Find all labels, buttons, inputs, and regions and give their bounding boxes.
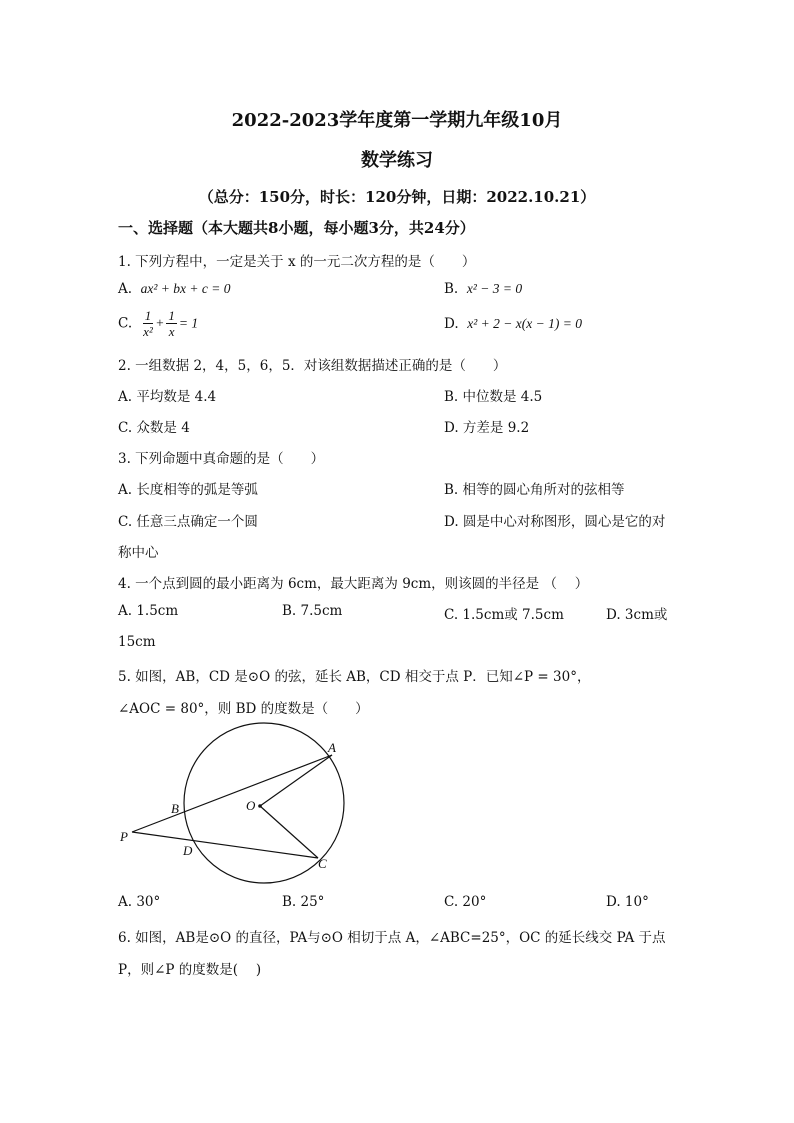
circle-figure xyxy=(110,722,360,892)
radius-oc xyxy=(260,806,318,858)
label-c: C xyxy=(318,856,327,871)
question-5-stem-line2: ∠AOC = 80°，则 BD 的度数是（ ） xyxy=(118,701,369,717)
q5-option-c: C. 20° xyxy=(444,894,487,910)
label-a: A xyxy=(328,740,336,755)
q2-option-a: A. 平均数是 4.4 xyxy=(118,389,217,405)
label-o: O xyxy=(246,798,256,813)
question-6-stem-line2: P，则∠P 的度数是( ) xyxy=(118,962,262,978)
q1-option-a: A. ax² + bx + c = 0 xyxy=(118,281,231,297)
q4-option-d-continued: 15cm xyxy=(118,634,156,650)
q3-option-d: D. 圆是中心对称图形，圆心是它的对 xyxy=(444,514,666,530)
question-5-stem-line1: 5. 如图，AB，CD 是⊙O 的弦，延长 AB，CD 相交于点 P．已知∠P = 30°， xyxy=(118,669,591,685)
question-3-stem: 3. 下列命题中真命题的是（ ） xyxy=(118,451,325,467)
page-subtitle: 数学练习 xyxy=(361,150,433,171)
q3-option-d-continued: 称中心 xyxy=(118,545,159,561)
q5-option-d: D. 10° xyxy=(606,894,649,910)
exam-info: （总分：150分，时长：120分钟，日期：2022.10.21） xyxy=(198,188,596,206)
q1-option-d: D. x² + 2 − x(x − 1) = 0 xyxy=(444,316,582,332)
q3-option-c: C. 任意三点确定一个圆 xyxy=(118,514,258,530)
label-b: B xyxy=(171,801,179,816)
question-6-stem-line1: 6. 如图，AB是⊙O 的直径，PA与⊙O 相切于点 A，∠ABC=25°，OC 的延长线交 PA 于点 xyxy=(118,930,666,946)
q5-option-b: B. 25° xyxy=(282,894,325,910)
section-heading: 一、选择题（本大题共8小题，每小题3分，共24分） xyxy=(118,219,475,237)
q2-option-b: B. 中位数是 4.5 xyxy=(444,389,543,405)
question-2-stem: 2. 一组数据 2，4，5，6，5．对该组数据描述正确的是（ ） xyxy=(118,358,507,374)
center-point xyxy=(258,804,262,808)
q4-option-d: D. 3cm或 xyxy=(606,607,668,623)
q4-option-a: A. 1.5cm xyxy=(118,603,179,619)
line-pc xyxy=(132,832,318,858)
q5-option-a: A. 30° xyxy=(118,894,161,910)
q3-option-b: B. 相等的圆心角所对的弦相等 xyxy=(444,482,625,498)
label-p: P xyxy=(120,829,128,844)
q2-option-d: D. 方差是 9.2 xyxy=(444,420,530,436)
radius-oa xyxy=(260,755,332,806)
line-pa xyxy=(132,755,332,832)
label-d: D xyxy=(183,843,193,858)
question-1-stem: 1. 下列方程中，一定是关于 x 的一元二次方程的是（ ） xyxy=(118,254,476,270)
q3-option-a: A. 长度相等的弧是等弧 xyxy=(118,482,258,498)
q1-option-c: C. $\frac{1}{\text{x²}}$ + $\frac{1}{x}$ = 1 xyxy=(118,308,199,339)
q1-option-b: B. x² − 3 = 0 xyxy=(444,281,523,297)
q2-option-c: C. 众数是 4 xyxy=(118,420,190,436)
page-title: 2022-2023学年度第一学期九年级10月 xyxy=(231,110,563,131)
q4-option-b: B. 7.5cm xyxy=(282,603,343,619)
question-4-stem: 4. 一个点到圆的最小距离为 6cm，最大距离为 9cm，则该圆的半径是 （ ） xyxy=(118,576,589,592)
q4-option-c: C. 1.5cm或 7.5cm xyxy=(444,607,564,623)
